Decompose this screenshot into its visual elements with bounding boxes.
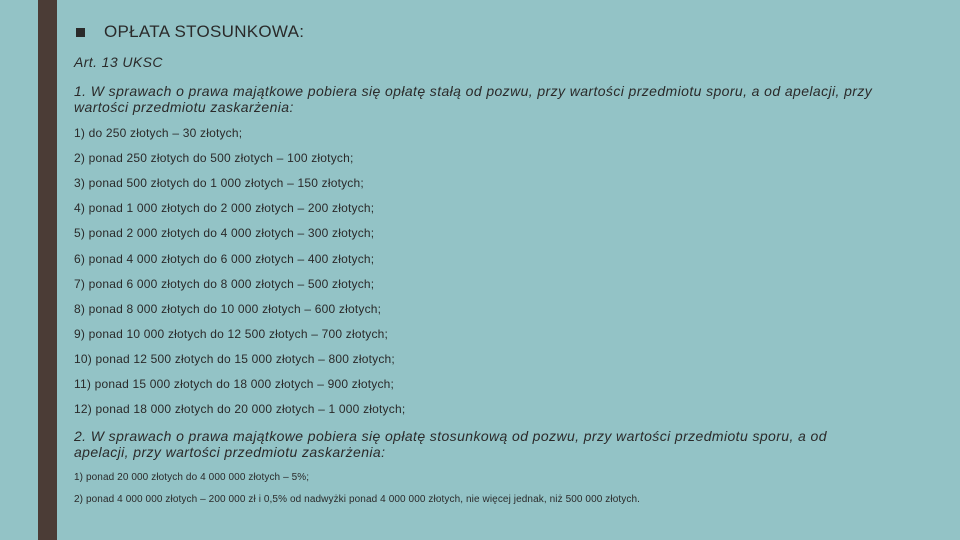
list-item: 9) ponad 10 000 złotych do 12 500 złotych – 700 złotych;: [74, 327, 389, 341]
list-item: 12) ponad 18 000 złotych do 20 000 złotych – 1 000 złotych;: [74, 402, 406, 416]
square-bullet-icon: [76, 28, 85, 37]
list-item: 4) ponad 1 000 złotych do 2 000 złotych – 200 złotych;: [74, 201, 375, 215]
slide-title: OPŁATA STOSUNKOWA:: [104, 22, 305, 41]
paragraph-1: 1. W sprawach o prawa majątkowe pobiera się opłatę stałą od pozwu, przy wartości przedmiotu sporu, a od apelacji, przy wartości przedmiotu zaskarżenia:: [74, 83, 873, 115]
sub-list-item: 2) ponad 4 000 000 złotych – 200 000 zł i 0,5% od nadwyżki ponad 4 000 000 złotych, nie więcej jednak, niż 500 000 złotych.: [74, 494, 641, 505]
list-item: 3) ponad 500 złotych do 1 000 złotych – 150 złotych;: [74, 176, 364, 190]
list-item: 1) do 250 złotych – 30 złotych;: [74, 126, 243, 140]
heading-row: [76, 22, 304, 42]
list-item: 8) ponad 8 000 złotych do 10 000 złotych – 600 złotych;: [74, 302, 382, 316]
list-item: 2) ponad 250 złotych do 500 złotych – 100 złotych;: [74, 151, 354, 165]
list-item: 5) ponad 2 000 złotych do 4 000 złotych – 300 złotych;: [74, 226, 375, 240]
left-accent-bar: [38, 0, 57, 540]
article-reference: Art. 13 UKSC: [74, 54, 163, 70]
list-item: 10) ponad 12 500 złotych do 15 000 złotych – 800 złotych;: [74, 352, 395, 366]
list-item: 7) ponad 6 000 złotych do 8 000 złotych – 500 złotych;: [74, 277, 375, 291]
paragraph-2: 2. W sprawach o prawa majątkowe pobiera się opłatę stosunkową od pozwu, przy wartości przedmiotu sporu, a od apelacji, przy wartości przedmiotu zaskarżenia:: [74, 428, 827, 460]
list-item: 6) ponad 4 000 złotych do 6 000 złotych – 400 złotych;: [74, 252, 375, 266]
sub-list-item: 1) ponad 20 000 złotych do 4 000 000 złotych – 5%;: [74, 472, 310, 483]
list-item: 11) ponad 15 000 złotych do 18 000 złotych – 900 złotych;: [74, 377, 395, 391]
